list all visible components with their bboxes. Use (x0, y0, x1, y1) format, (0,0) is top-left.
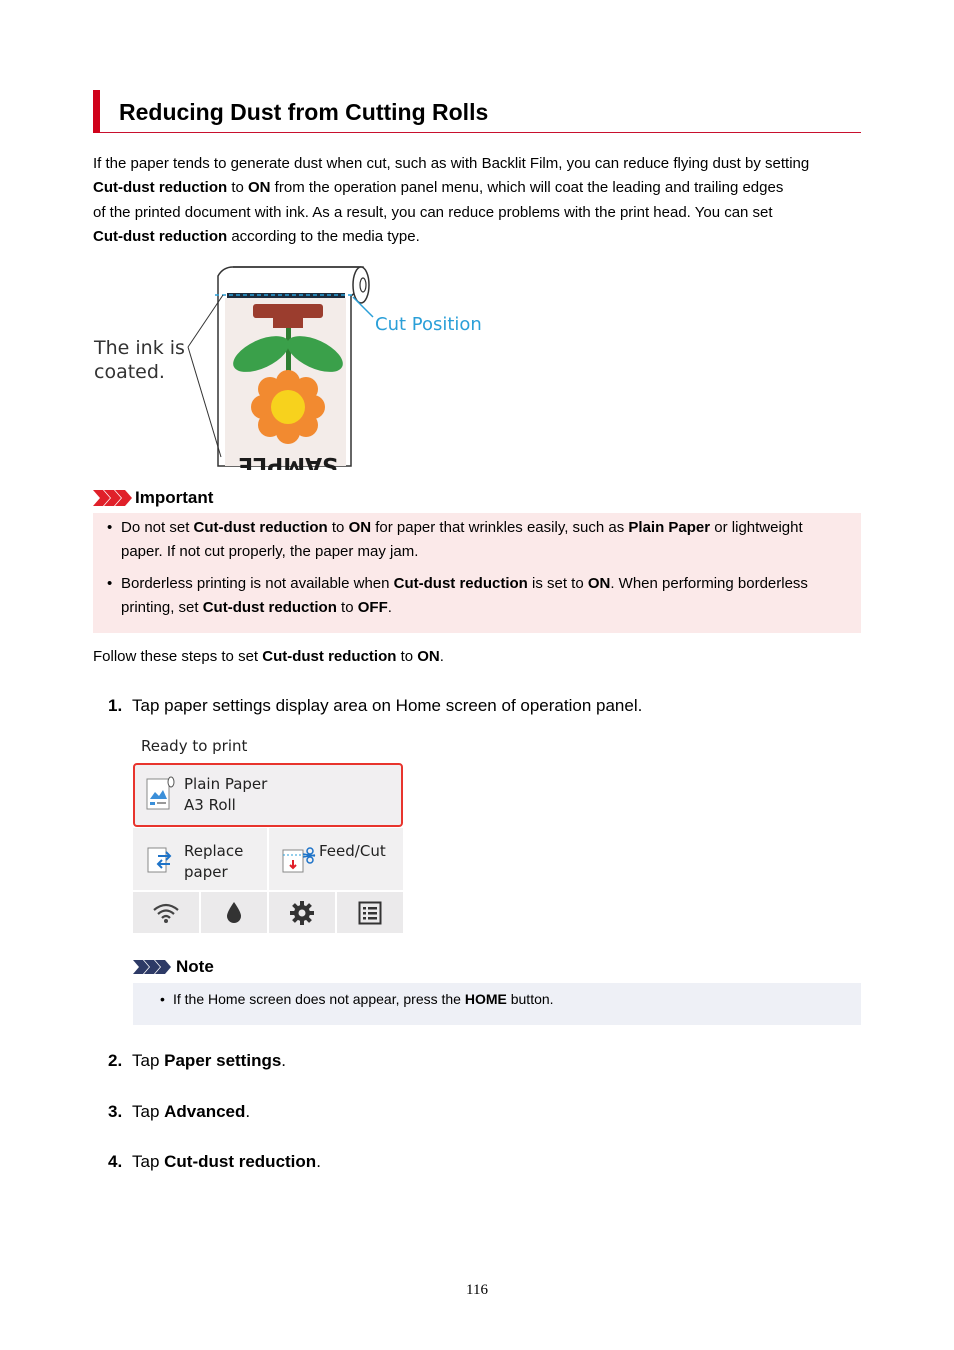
step-3: 3. Tap Advanced. (108, 1102, 251, 1121)
replace-label-2: paper (184, 863, 228, 881)
page-number: 116 (466, 1282, 488, 1298)
follow-steps-text: Follow these steps to set Cut-dust reduction to ON. (93, 648, 444, 665)
note-label: Note (176, 957, 214, 976)
important-label: Important (135, 488, 214, 507)
paper-type-text: Plain Paper (184, 775, 268, 793)
cut-dust-illustration (93, 262, 488, 470)
title-divider (100, 132, 861, 133)
page-title: Reducing Dust from Cutting Rolls (119, 99, 489, 125)
paper-roll-figure (93, 262, 488, 470)
title-accent-bar (93, 90, 100, 133)
ink-drop-icon (225, 901, 243, 925)
step-1: 1. Tap paper settings display area on Home screen of operation panel. (108, 696, 643, 715)
settings-button[interactable] (269, 892, 335, 933)
replace-label: Replace (184, 842, 244, 860)
important-item: • Do not set Cut-dust reduction to ON for paper that wrinkles easily, such as Plain Paper or lightweight paper. If not cut properly, the paper may jam. (107, 519, 803, 561)
wifi-icon (152, 902, 180, 924)
sample-text: SAMPLE (238, 452, 338, 470)
ink-button[interactable] (201, 892, 267, 933)
note-item: • If the Home screen does not appear, press the HOME button. (160, 991, 554, 1007)
note-chevron-icon (133, 957, 173, 977)
menu-list-icon (358, 901, 382, 925)
operation-panel-screenshot (133, 730, 403, 933)
cut-position-label: Cut Position (375, 314, 482, 335)
important-box (93, 513, 861, 633)
menu-button[interactable] (337, 892, 403, 933)
panel-status-text: Ready to print (141, 737, 248, 755)
step-2: 2. Tap Paper settings. (108, 1051, 287, 1070)
note-box (133, 983, 861, 1025)
step-4: 4. Tap Cut-dust reduction. (108, 1152, 321, 1171)
feed-cut-icon (281, 846, 317, 876)
paper-size-text: A3 Roll (184, 796, 236, 814)
ink-coated-label: The ink is (94, 337, 185, 359)
important-item: • Borderless printing is not available when Cut-dust reduction is set to ON. When performing borderless printing, set Cut-dust reduction to OFF. (107, 575, 808, 617)
intro-paragraph: If the paper tends to generate dust when cut, such as with Backlit Film, you can reduce flying dust by setting Cut-dust reduction to ON from the operation panel menu, which will coat the leading and trailing edges of the printed document with ink. As a result, you can reduce problems with the print head. You can set Cut-dust reduction according to the media type. (93, 155, 810, 245)
paper-settings-area[interactable] (133, 763, 403, 827)
feed-cut-button[interactable] (269, 828, 403, 890)
replace-paper-button[interactable] (133, 828, 267, 890)
feed-cut-label: Feed/Cut (319, 842, 386, 860)
paper-roll-icon (144, 775, 176, 815)
gear-icon (289, 900, 315, 926)
wifi-button[interactable] (133, 892, 199, 933)
replace-paper-icon (146, 846, 174, 876)
ink-coated-label-2: coated. (94, 361, 165, 383)
important-chevron-icon (93, 488, 133, 508)
